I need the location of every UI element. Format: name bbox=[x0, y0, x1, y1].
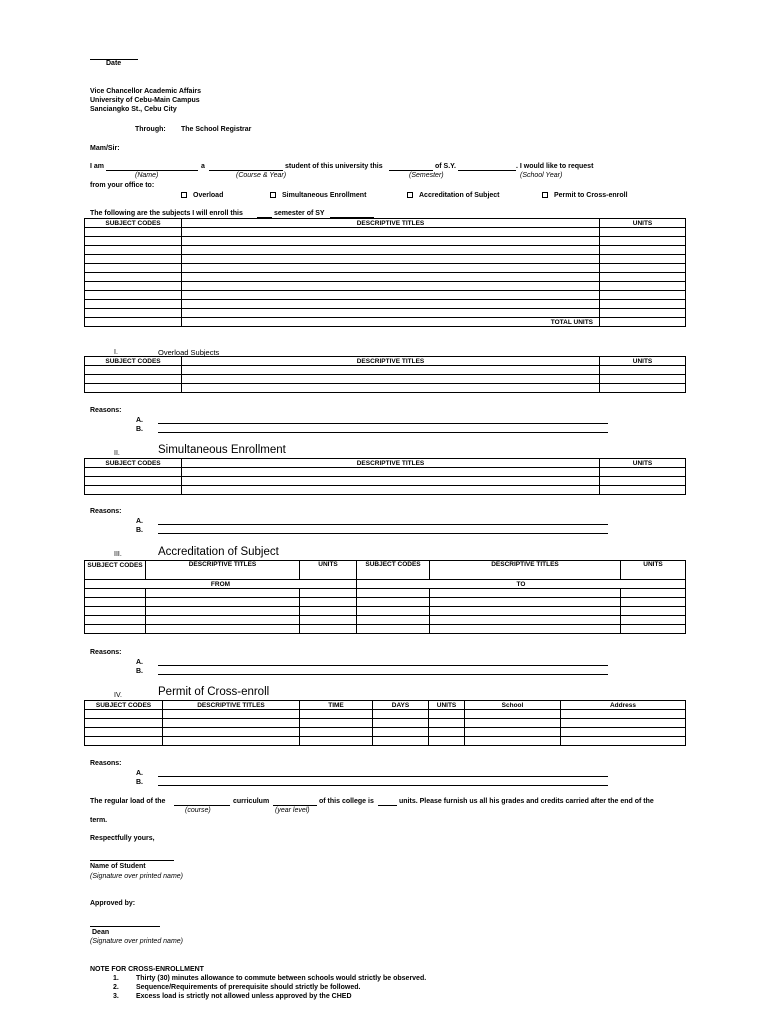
table-row[interactable] bbox=[85, 477, 686, 486]
table-row[interactable] bbox=[85, 468, 686, 477]
regular-load-text-3: of this college is bbox=[319, 798, 374, 805]
reason-a-line[interactable] bbox=[158, 776, 608, 777]
i-am-text: I am bbox=[90, 163, 105, 170]
reason-a-line[interactable] bbox=[158, 423, 608, 424]
semester-line[interactable] bbox=[389, 170, 433, 171]
table-row[interactable] bbox=[85, 366, 686, 375]
note-number: 1. bbox=[113, 975, 119, 982]
header-subject-codes-from: SUBJECT CODES bbox=[85, 561, 146, 580]
table-row[interactable] bbox=[85, 625, 686, 634]
option-simultaneous[interactable] bbox=[270, 192, 366, 199]
note-text: Thirty (30) minutes allowance to commute between schools would strictly be observed. bbox=[136, 975, 427, 982]
header-subject-codes: SUBJECT CODES bbox=[85, 701, 163, 710]
through-value: The School Registrar bbox=[181, 126, 252, 133]
reason-b-label: B. bbox=[136, 779, 143, 786]
through-label: Through: bbox=[135, 126, 166, 133]
section2-title: Simultaneous Enrollment bbox=[158, 444, 286, 456]
student-signature-line[interactable] bbox=[90, 860, 174, 861]
table-row[interactable] bbox=[85, 309, 686, 318]
table-row[interactable] bbox=[85, 255, 686, 264]
hint-course-year: (Course & Year) bbox=[236, 172, 287, 179]
header-school: School bbox=[465, 701, 561, 710]
reasons-label: Reasons: bbox=[90, 407, 122, 414]
a-text: a bbox=[201, 163, 205, 170]
main-table-intro: The following are the subjects I will enroll this bbox=[90, 210, 243, 217]
student-signature-hint: (Signature over printed name) bbox=[90, 873, 183, 880]
table-row[interactable] bbox=[85, 273, 686, 282]
table-row[interactable] bbox=[85, 710, 686, 719]
hint-semester: (Semester) bbox=[409, 172, 444, 179]
reason-a-line[interactable] bbox=[158, 665, 608, 666]
name-of-student-label: Name of Student bbox=[90, 863, 146, 870]
header-days: DAYS bbox=[373, 701, 429, 710]
table-row[interactable] bbox=[85, 291, 686, 300]
reasons-label: Reasons: bbox=[90, 760, 122, 767]
option-accreditation-label: Accreditation of Subject bbox=[419, 192, 500, 199]
reason-a-label: A. bbox=[136, 518, 143, 525]
reason-a-label: A. bbox=[136, 659, 143, 666]
table-row[interactable] bbox=[85, 282, 686, 291]
checkbox-icon[interactable] bbox=[181, 192, 187, 198]
header-subject-codes: SUBJECT CODES bbox=[85, 219, 182, 228]
header-units: UNITS bbox=[600, 219, 686, 228]
hint-name: (Name) bbox=[135, 172, 159, 179]
note-number: 3. bbox=[113, 993, 119, 1000]
table-row[interactable] bbox=[85, 264, 686, 273]
main-subjects-table bbox=[84, 218, 686, 327]
table-header-row bbox=[85, 701, 686, 710]
table-row[interactable] bbox=[85, 237, 686, 246]
checkbox-icon[interactable] bbox=[270, 192, 276, 198]
reasons-label: Reasons: bbox=[90, 508, 122, 515]
section3-title: Accreditation of Subject bbox=[158, 546, 279, 558]
note-number: 2. bbox=[113, 984, 119, 991]
course-blank[interactable] bbox=[174, 805, 230, 806]
section1-numeral: I. bbox=[114, 349, 118, 356]
reason-a-label: A. bbox=[136, 417, 143, 424]
table-row[interactable] bbox=[85, 719, 686, 728]
reason-b-line[interactable] bbox=[158, 674, 608, 675]
hint-year-level: (year level) bbox=[275, 807, 310, 814]
section1-title: Overload Subjects bbox=[158, 348, 220, 357]
table-row[interactable] bbox=[85, 375, 686, 384]
option-overload[interactable] bbox=[181, 192, 223, 199]
reason-b-label: B. bbox=[136, 668, 143, 675]
header-subject-codes-to: SUBJECT CODES bbox=[357, 561, 430, 580]
date-label: Date bbox=[106, 60, 122, 67]
option-overload-label: Overload bbox=[193, 192, 224, 199]
dean-signature-hint: (Signature over printed name) bbox=[90, 938, 183, 945]
table-row[interactable] bbox=[85, 728, 686, 737]
from-to-row bbox=[85, 580, 686, 589]
section3-numeral: III. bbox=[114, 551, 122, 558]
reasons-label: Reasons: bbox=[90, 649, 122, 656]
reason-b-label: B. bbox=[136, 426, 143, 433]
simultaneous-table bbox=[84, 458, 686, 495]
header-address: Address bbox=[561, 701, 686, 710]
header-time: TIME bbox=[300, 701, 373, 710]
course-year-line[interactable] bbox=[209, 170, 283, 171]
header-units-from: UNITS bbox=[300, 561, 357, 580]
notes-title: NOTE FOR CROSS-ENROLLMENT bbox=[90, 966, 204, 973]
table-row[interactable] bbox=[85, 607, 686, 616]
header-subject-codes: SUBJECT CODES bbox=[85, 357, 182, 366]
dean-label: Dean bbox=[92, 929, 110, 936]
table-row[interactable] bbox=[85, 598, 686, 607]
from-office-text: from your office to: bbox=[90, 182, 155, 189]
table-header-row bbox=[85, 561, 686, 580]
table-row[interactable] bbox=[85, 228, 686, 237]
year-level-blank[interactable] bbox=[273, 805, 317, 806]
dean-signature-line[interactable] bbox=[90, 926, 160, 927]
from-label: FROM bbox=[85, 580, 357, 589]
reason-b-line[interactable] bbox=[158, 785, 608, 786]
regular-load-text-4: units. Please furnish us all his grades and credits carried after the end of the bbox=[399, 798, 654, 805]
checkbox-icon[interactable] bbox=[407, 192, 413, 198]
table-row[interactable] bbox=[85, 384, 686, 393]
table-row[interactable] bbox=[85, 246, 686, 255]
hint-school-year: (School Year) bbox=[520, 172, 563, 179]
header-descriptive-titles-from: DESCRIPTIVE TITLES bbox=[146, 561, 300, 580]
table-header-row bbox=[85, 219, 686, 228]
reason-b-line[interactable] bbox=[158, 533, 608, 534]
to-label: TO bbox=[357, 580, 686, 589]
salutation: Mam/Sir: bbox=[90, 145, 120, 152]
option-accreditation[interactable] bbox=[407, 192, 500, 199]
overload-table bbox=[84, 356, 686, 393]
table-header-row bbox=[85, 357, 686, 366]
reason-a-line[interactable] bbox=[158, 524, 608, 525]
section4-title: Permit of Cross-enroll bbox=[158, 686, 270, 698]
table-row[interactable] bbox=[85, 737, 686, 746]
reason-b-label: B. bbox=[136, 527, 143, 534]
approved-by-text: Approved by: bbox=[90, 900, 136, 907]
hint-course: (course) bbox=[185, 807, 211, 814]
section4-numeral: IV. bbox=[114, 692, 122, 699]
header-units: UNITS bbox=[600, 357, 686, 366]
total-row bbox=[85, 318, 686, 327]
option-cross-enroll[interactable] bbox=[542, 192, 628, 199]
term-text: term. bbox=[90, 817, 108, 824]
header-subject-codes: SUBJECT CODES bbox=[85, 459, 182, 468]
checkbox-icon[interactable] bbox=[542, 192, 548, 198]
header-descriptive-titles: DESCRIPTIVE TITLES bbox=[182, 459, 600, 468]
total-units-value[interactable] bbox=[600, 318, 686, 327]
main-table-semester-text: semester of SY bbox=[274, 210, 325, 217]
note-text: Excess load is strictly not allowed unless approved by the CHED bbox=[136, 993, 352, 1000]
units-blank[interactable] bbox=[378, 805, 397, 806]
cross-enroll-table bbox=[84, 700, 686, 746]
header-descriptive-titles: DESCRIPTIVE TITLES bbox=[182, 219, 600, 228]
header-descriptive-titles: DESCRIPTIVE TITLES bbox=[163, 701, 300, 710]
of-sy-text: of S.Y. bbox=[435, 163, 457, 170]
section2-numeral: II. bbox=[114, 450, 120, 457]
regular-load-text-2: curriculum bbox=[233, 798, 270, 805]
respectfully-text: Respectfully yours, bbox=[90, 835, 155, 842]
header-units: UNITS bbox=[600, 459, 686, 468]
total-units-label: TOTAL UNITS bbox=[182, 318, 600, 327]
recipient-line-1: Vice Chancellor Academic Affairs bbox=[90, 88, 202, 95]
recipient-line-3: Sanciangko St., Cebu City bbox=[90, 106, 177, 113]
accreditation-table bbox=[84, 560, 686, 634]
header-descriptive-titles: DESCRIPTIVE TITLES bbox=[182, 357, 600, 366]
header-units: UNITS bbox=[429, 701, 465, 710]
note-text: Sequence/Requirements of prerequisite should strictly be followed. bbox=[136, 984, 361, 991]
reason-a-label: A. bbox=[136, 770, 143, 777]
student-text: student of this university this bbox=[285, 163, 383, 170]
name-line[interactable] bbox=[106, 170, 198, 171]
header-descriptive-titles-to: DESCRIPTIVE TITLES bbox=[430, 561, 621, 580]
table-header-row bbox=[85, 459, 686, 468]
table-row[interactable] bbox=[85, 300, 686, 309]
table-row[interactable] bbox=[85, 486, 686, 495]
recipient-line-2: University of Cebu-Main Campus bbox=[90, 97, 200, 104]
table-row[interactable] bbox=[85, 589, 686, 598]
regular-load-text-1: The regular load of the bbox=[90, 798, 166, 805]
table-row[interactable] bbox=[85, 616, 686, 625]
header-units-to: UNITS bbox=[621, 561, 686, 580]
request-text: . I would like to request bbox=[516, 163, 594, 170]
option-cross-enroll-label: Permit to Cross-enroll bbox=[554, 192, 628, 199]
school-year-line[interactable] bbox=[458, 170, 516, 171]
reason-b-line[interactable] bbox=[158, 432, 608, 433]
option-simultaneous-label: Simultaneous Enrollment bbox=[282, 192, 367, 199]
